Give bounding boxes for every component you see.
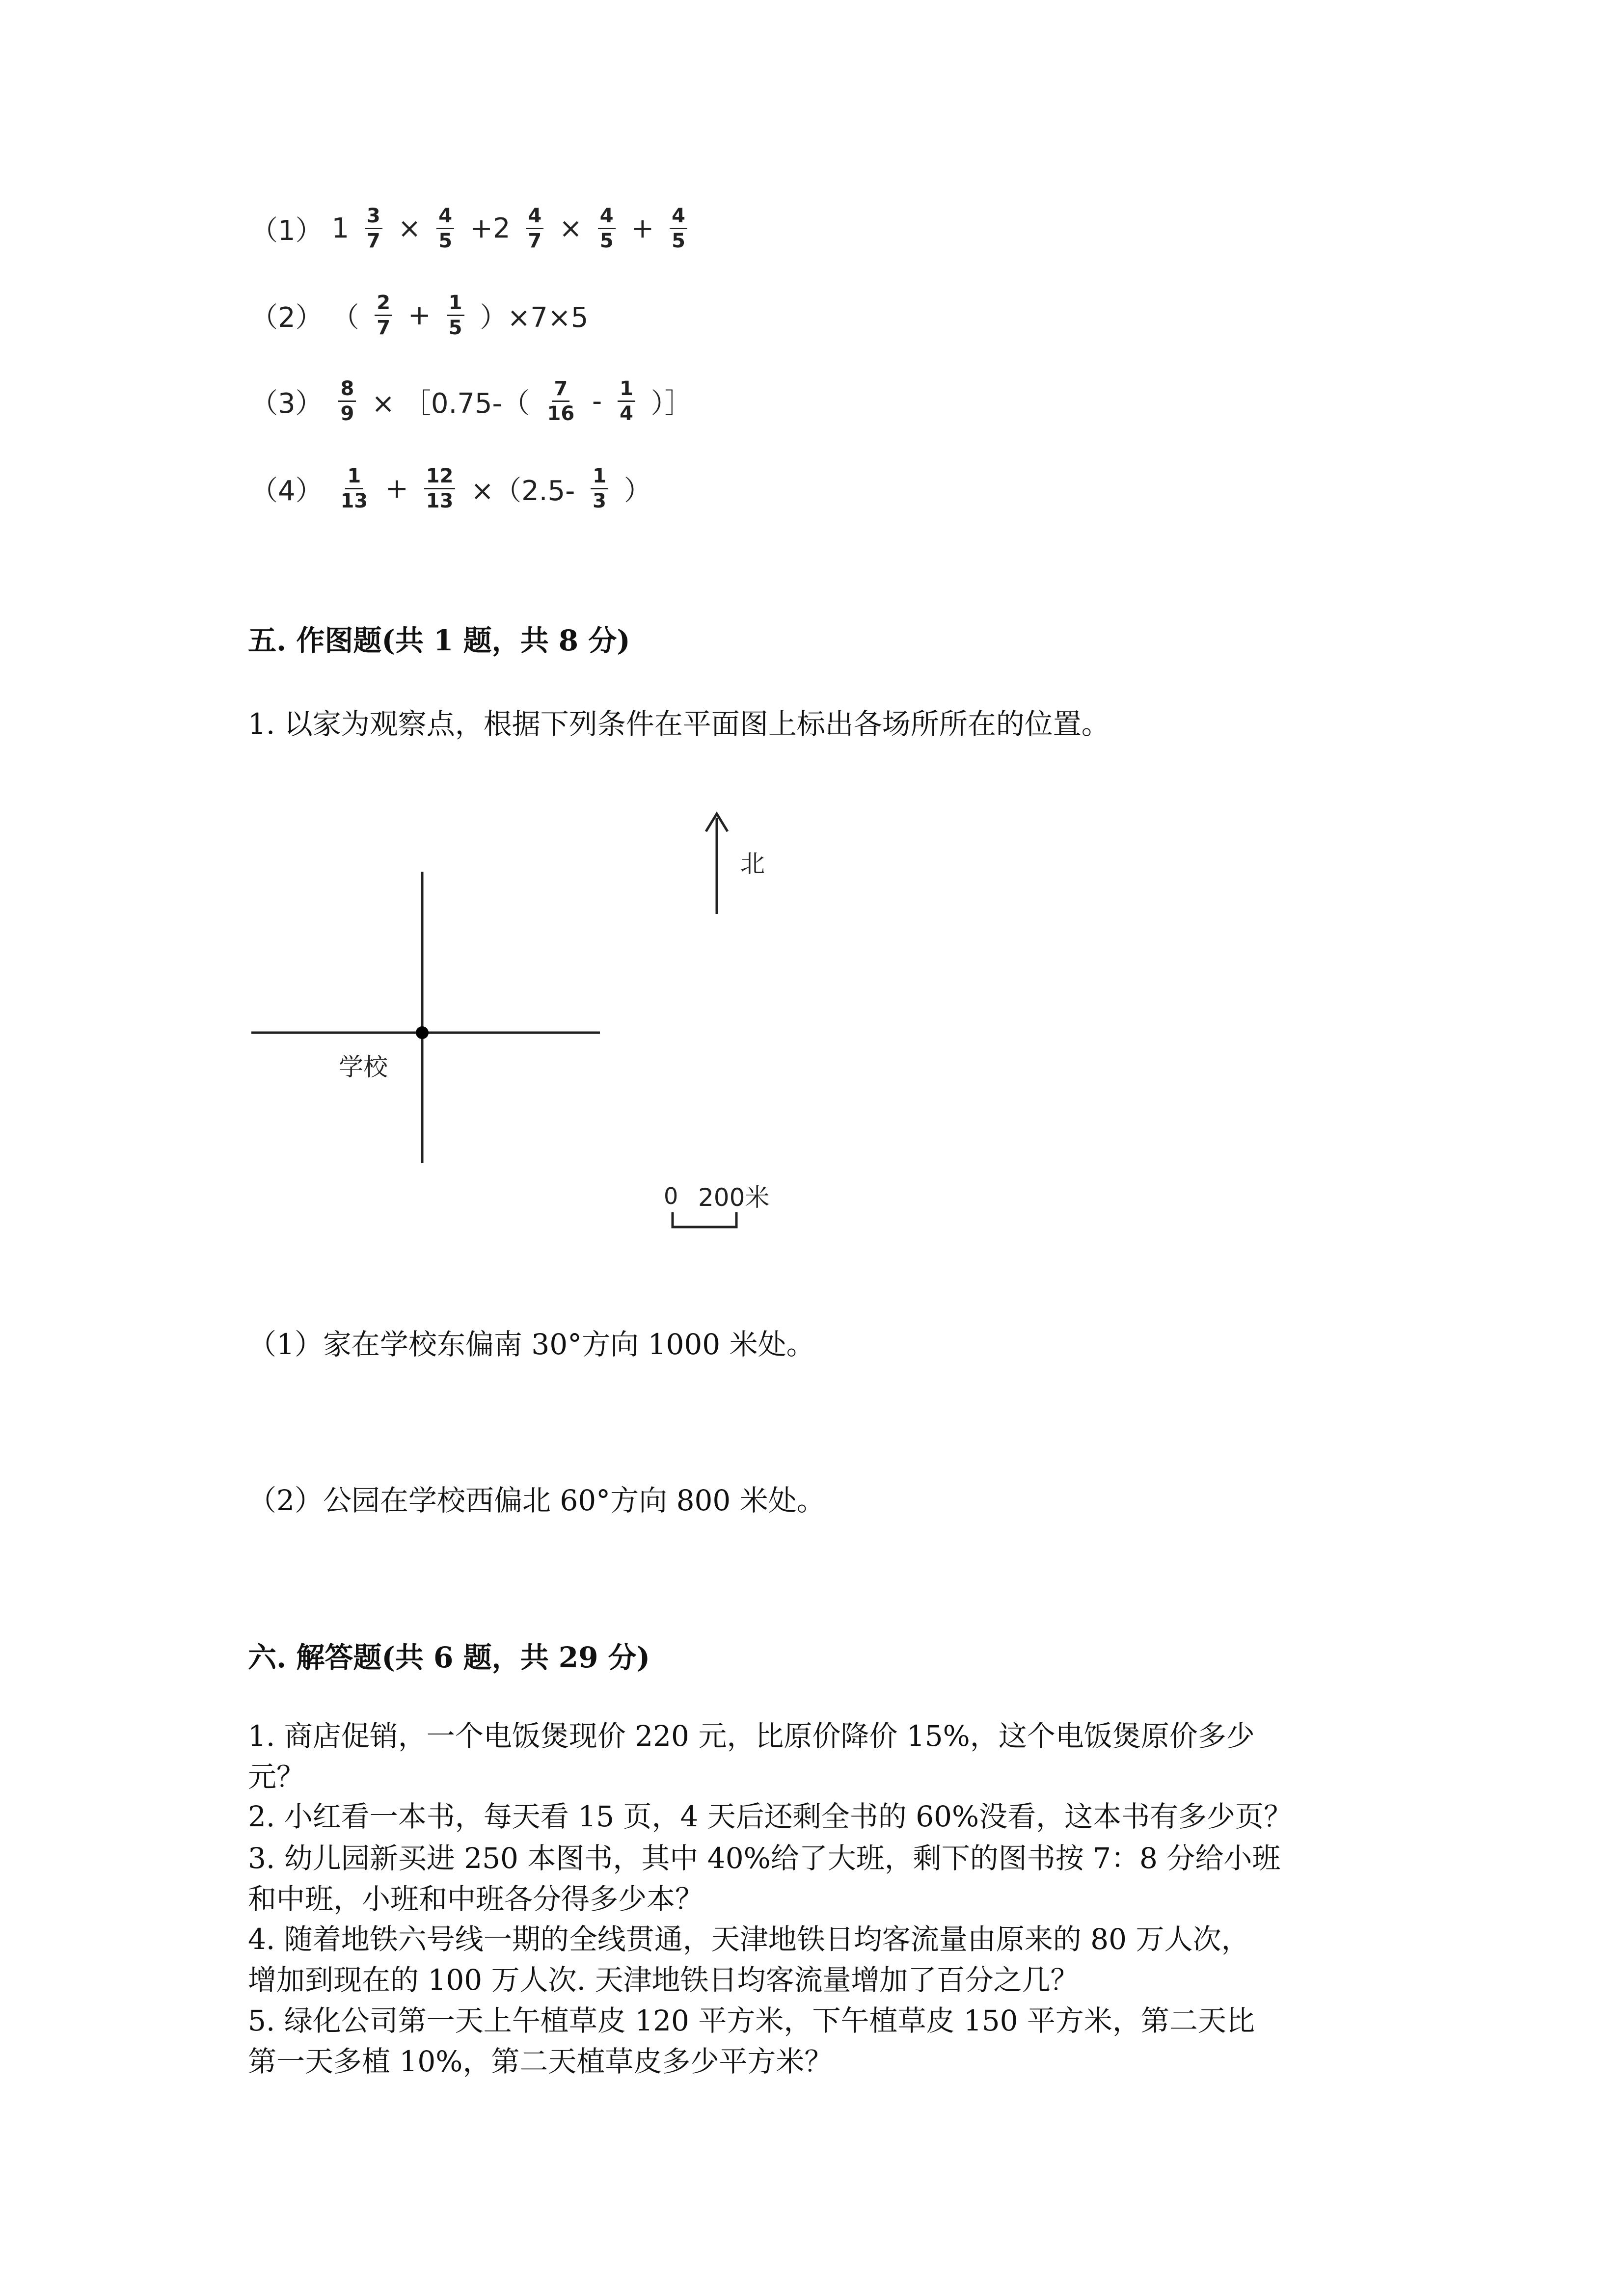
operator: -	[592, 385, 602, 417]
expression-tail: ）×7×5	[480, 301, 589, 334]
question-number: （1）	[250, 214, 323, 247]
fraction: $\frac{7}{16}$	[547, 377, 575, 425]
paren: （	[331, 301, 359, 334]
question-number: （3）	[250, 387, 323, 420]
fraction: $\frac{8}{9}$	[338, 379, 356, 424]
question-number: （4）	[250, 475, 323, 507]
fraction: $\frac{1}{4}$	[618, 379, 635, 424]
scale-bar	[673, 1212, 736, 1227]
section-5-sub-1: （1）家在学校东偏南 30°方向 1000 米处。	[248, 1328, 815, 1361]
whole-number: 1	[331, 213, 350, 244]
operator: +	[407, 299, 431, 331]
section-6-line: 增加到现在的 100 万人次. 天津地铁日均客流量增加了百分之几？	[248, 1963, 1079, 1997]
operator: +	[385, 473, 408, 505]
section-6-line: 元？	[248, 1760, 305, 1793]
scale-label: 200米	[698, 1183, 770, 1212]
section-6-title: 六. 解答题(共 6 题，共 29 分)	[248, 1641, 650, 1674]
scale-zero-label: 0	[664, 1183, 678, 1209]
operator: ×	[398, 213, 421, 244]
fraction: $\frac{4}{5}$	[598, 206, 616, 251]
operator: ×	[559, 213, 582, 244]
expression-tail: ）］	[650, 387, 692, 420]
expression-middle: ×（2.5-	[471, 475, 575, 507]
section-6-line: 1. 商店促销，一个电饭煲现价 220 元，比原价降价 15%，这个电饭煲原价多少	[248, 1719, 1255, 1753]
section-5-question-1: 1. 以家为观察点，根据下列条件在平面图上标出各场所所在的位置。	[248, 707, 1110, 741]
section-6-line: 和中班，小班和中班各分得多少本？	[248, 1882, 704, 1916]
fraction: $\frac{2}{7}$	[375, 293, 392, 338]
north-label: 北	[740, 850, 765, 878]
operator: +	[631, 213, 654, 244]
section-6-line: 5. 绿化公司第一天上午植草皮 120 平方米，下午植草皮 150 平方米，第二天比	[248, 2004, 1255, 2037]
school-label: 学校	[339, 1053, 388, 1081]
section-6-line: 4. 随着地铁六号线一期的全线贯通，天津地铁日均客流量由原来的 80 万人次，	[248, 1922, 1250, 1956]
section-5-sub-2: （2）公园在学校西偏北 60°方向 800 米处。	[248, 1484, 825, 1517]
operator: +2	[469, 213, 511, 244]
question-number: （2）	[250, 301, 323, 334]
fraction: $\frac{12}{13}$	[424, 466, 456, 511]
fraction: $\frac{4}{7}$	[526, 206, 543, 251]
school-point	[416, 1026, 429, 1039]
expression-tail: ）	[623, 475, 651, 507]
section-6-line: 第一天多植 10%，第二天植草皮多少平方米？	[248, 2045, 833, 2078]
section-6-line: 2. 小红看一本书，每天看 15 页，4 天后还剩全书的 60%没看，这本书有多少页？	[248, 1800, 1293, 1833]
fraction: $\frac{1}{5}$	[447, 293, 464, 338]
fraction: $\frac{4}{5}$	[436, 206, 454, 251]
fraction: $\frac{1}{3}$	[591, 466, 608, 511]
section-6-line: 3. 幼儿园新买进 250 本图书，其中 40%给了大班，剩下的图书按 7：8 分给小班	[248, 1842, 1281, 1875]
expression-middle: × ［0.75-（	[372, 387, 530, 420]
section-5-title: 五. 作图题(共 1 题，共 8 分)	[248, 624, 630, 657]
fraction: $\frac{1}{13}$	[340, 465, 368, 512]
fraction: $\frac{3}{7}$	[365, 206, 382, 251]
fraction: $\frac{4}{5}$	[670, 206, 687, 251]
